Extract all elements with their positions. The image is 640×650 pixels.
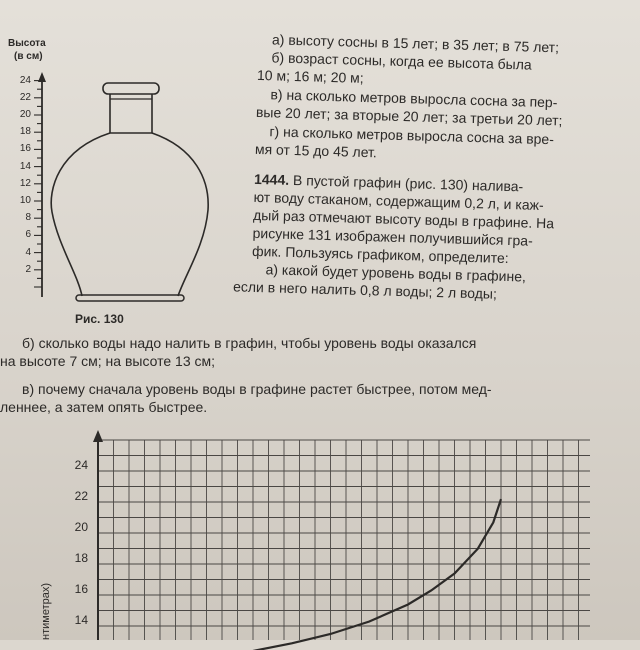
chart-grid <box>98 440 590 640</box>
problem-1444-a-2: если в него налить 0,8 л воды; 2 л воды; <box>232 278 498 302</box>
ruler-tick-label: 22 <box>19 91 31 103</box>
ruler-tick-label: 14 <box>19 160 31 172</box>
ruler-tick-label: 24 <box>19 74 31 86</box>
chart-ytick-label: 14 <box>74 613 88 627</box>
fig130-caption: Рис. 130 <box>75 312 124 326</box>
prev-item-d-2: мя от 15 до 45 лет. <box>254 140 378 161</box>
problem-1444-a-1: а) какой будет уровень воды в графине, <box>265 261 527 285</box>
problem-1444-c-2: леннее, а затем опять быстрее. <box>0 399 208 415</box>
chart-ytick-label: 18 <box>74 551 88 565</box>
ruler-tick-label: 6 <box>25 229 31 241</box>
ruler-tick-label: 12 <box>19 177 31 189</box>
ruler-tick-label: 20 <box>19 109 31 120</box>
ruler-tick-label: 8 <box>25 212 31 224</box>
problem-1444-line-1: В пустой графин (рис. 130) налива- <box>292 171 524 195</box>
fig130-axis-title-1: Высота <box>8 38 46 49</box>
chart-ytick-label: 22 <box>74 489 88 503</box>
prev-item-a: а) высоту сосны в 15 лет; в 35 лет; в 75 лет; <box>271 31 560 56</box>
prev-item-b-2: 10 м; 16 м; 20 м; <box>256 66 364 86</box>
problem-1444-line-4: рисунке 131 изображен получившийся гра- <box>252 224 533 249</box>
problem-1444-b-2: на высоте 7 см; на высоте 13 см; <box>0 353 216 369</box>
chart-ytick-labels <box>75 458 89 627</box>
chart-ytick-label: 16 <box>74 582 88 596</box>
ruler-tick-label: 10 <box>19 195 31 206</box>
fig130-axis-title-2: (в см) <box>14 51 43 62</box>
ruler-tick-label: 18 <box>19 126 31 138</box>
prev-item-c-2: вые 20 лет; за вторые 20 лет; за третьи 20 лет; <box>255 103 563 129</box>
chart-ytick-label: 20 <box>74 520 88 534</box>
prev-item-d-1: г) на сколько метров выросла сосна за вре- <box>269 123 555 148</box>
problem-1444-line-3: дый раз отмечают высоту воды в графине. На <box>252 206 555 232</box>
ruler-tick-label: 16 <box>19 143 31 155</box>
chart-y-axis-arrow <box>93 430 103 442</box>
problem-1444-line-5: фик. Пользуясь графиком, определите: <box>251 242 509 267</box>
problem-1444-b-1: б) сколько воды надо налить в графин, чтобы уровень воды оказался <box>22 335 477 351</box>
problem-1444-c-1: в) почему сначала уровень воды в графине растет быстрее, потом мед- <box>22 381 492 397</box>
problem-number: 1444. <box>253 170 290 188</box>
chart-ylabel: нтиметрах) <box>40 582 52 640</box>
prev-item-c-1: в) на сколько метров выросла сосна за пер- <box>270 86 558 111</box>
problem-1444-line-2: ют воду стаканом, содержащим 0,2 л, и каж- <box>253 188 544 213</box>
prev-item-b-1: б) возраст сосны, когда ее высота была <box>271 49 532 73</box>
ruler-tick-label: 4 <box>25 246 31 258</box>
chart-ytick-label: 24 <box>74 458 88 472</box>
ruler-tick-label: 2 <box>25 263 31 275</box>
